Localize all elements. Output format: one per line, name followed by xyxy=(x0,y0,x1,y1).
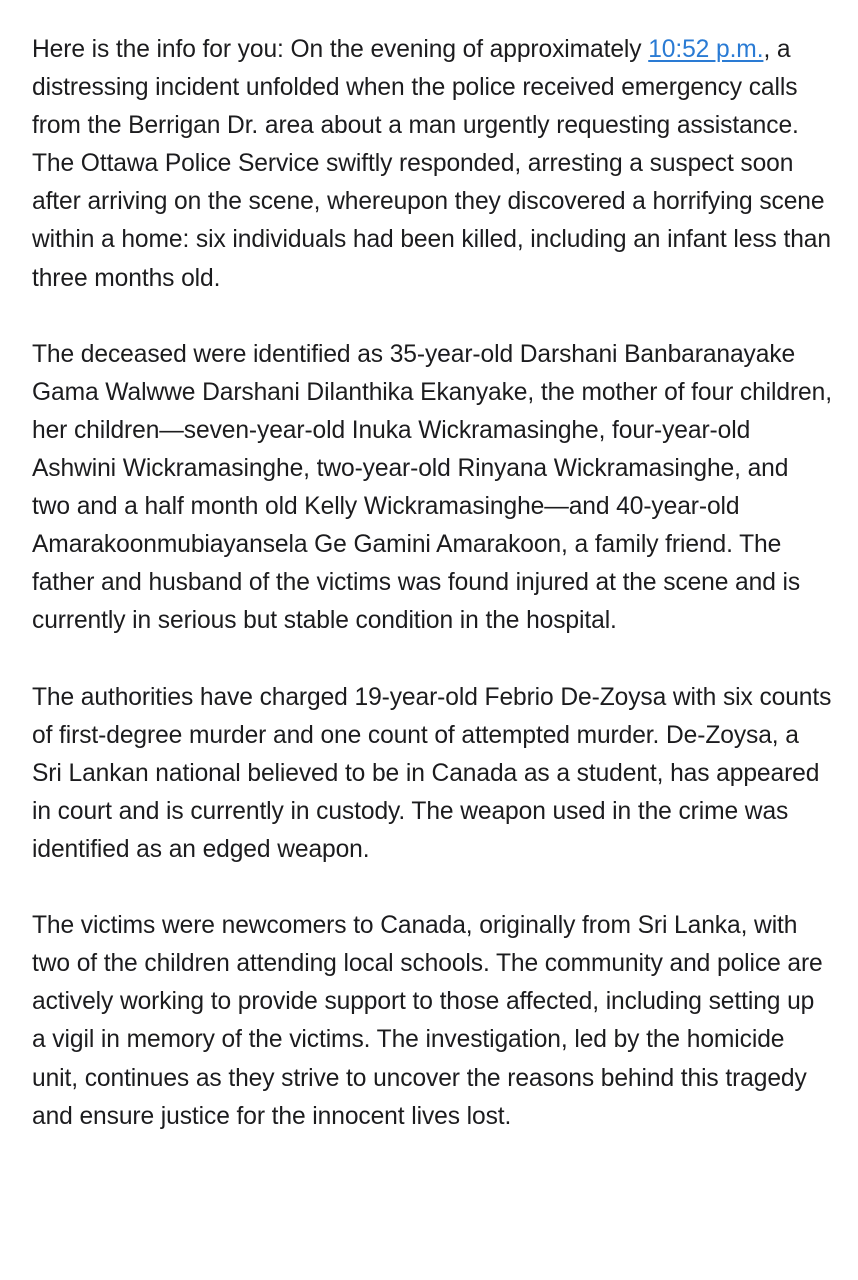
paragraph-incident-intro: Here is the info for you: On the evening of approximately xyxy=(32,36,649,63)
paragraph-charges: The authorities have charged 19-year-old Febrio De-Zoysa with six counts of first-degree murder and one count of attempted murder. De-Zoysa, a Sri Lankan national believed to be in Canada as a student, has appeared in court and is currently in custody. The weapon used in the crime was identified as an edged weapon. xyxy=(32,683,832,863)
paragraph-incident-rest: , a distressing incident unfolded when the police received emergency calls from the Berrigan Dr. area about a man urgently requesting assistance. The Ottawa Police Service swiftly responded, arresting a suspect soon after arriving on the scene, whereupon they discovered a horrifying scene within a home: six individuals had been killed, including an infant less than three months old. xyxy=(32,36,831,292)
paragraph-community: The victims were newcomers to Canada, originally from Sri Lanka, with two of the children attending local schools. The community and police are actively working to provide support to those affected, including setting up a vigil in memory of the victims. The investigation, led by the homicide unit, continues as they strive to uncover the reasons behind this tragedy and ensure justice for the innocent lives lost. xyxy=(32,912,823,1130)
paragraph-incident xyxy=(32,31,832,298)
time-link[interactable]: 10:52 p.m. xyxy=(648,36,764,63)
paragraph-victims: The deceased were identified as 35-year-old Darshani Banbaranayake Gama Walwwe Darshani Dilanthika Ekanyake, the mother of four children, her children—seven-year-old Inuka Wickramasinghe, four-year-old Ashwini Wickramasinghe, two-year-old Rinyana Wickramasinghe, and two and a half month old Kelly Wickramasinghe—and 40-year-old Amarakoonmubiayansela Ge Gamini Amarakoon, a family friend. The father and husband of the victims was found injured at the scene and is currently in serious but stable condition in the hospital. xyxy=(32,340,832,635)
message-body xyxy=(32,31,832,1136)
